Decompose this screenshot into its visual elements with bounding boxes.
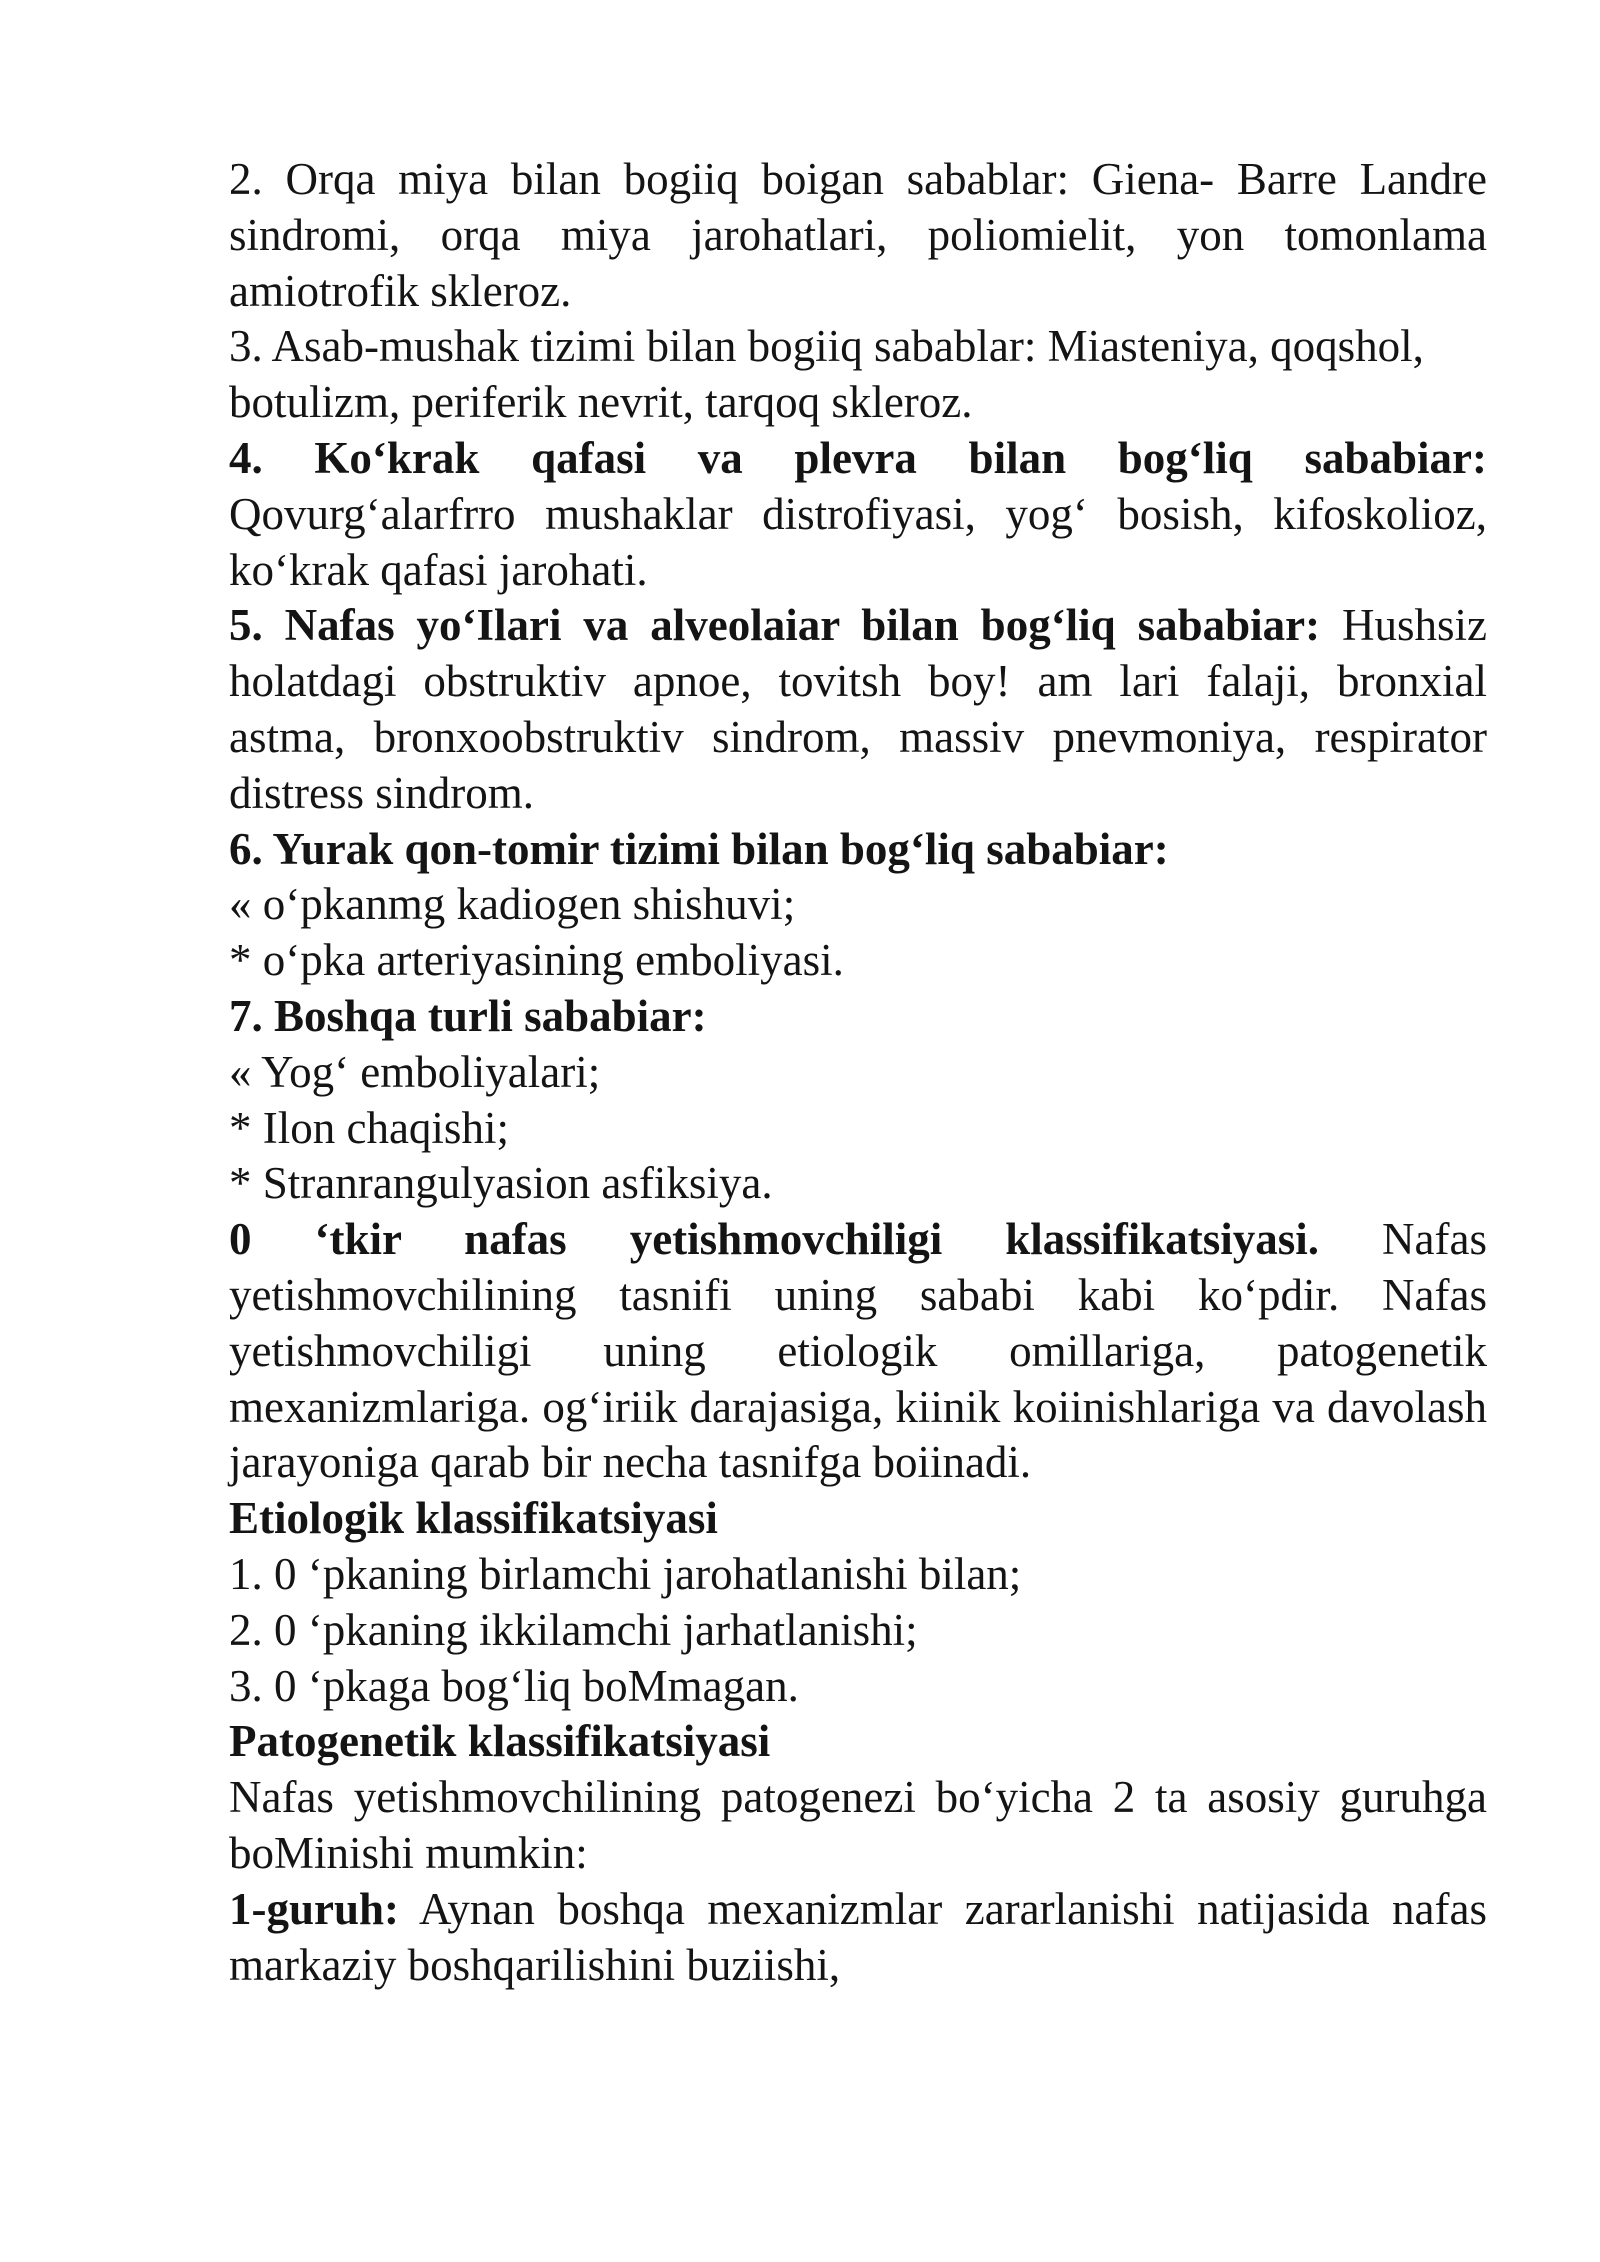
list-item: 1. 0 ‘pkaning birlamchi jarohatlanishi bilan;: [229, 1548, 1022, 1599]
list-item: « o‘pkanmg kadiogen shishuvi;: [229, 879, 796, 930]
paragraph-group-1: [229, 1882, 1487, 1994]
list-item: * o‘pka arteriyasining emboliyasi.: [229, 935, 844, 986]
cardio-causes-heading: 6. Yurak qon-tomir tizimi bilan bog‘liq sababiar:: [229, 823, 1169, 874]
paragraph-neuromuscular-causes: 3. Asab-mushak tizimi bilan bogiiq sabablar: Miasteniya, qoqshol,: [229, 321, 1424, 372]
airway-causes-heading: 5. Nafas yo‘Ilari va alveolaiar bilan bog‘liq sababiar:: [229, 600, 1321, 651]
list-item: * Stranrangulyasion asfiksiya.: [229, 1158, 773, 1209]
classification-text: Nafas yetishmovchilining tasnifi uning sababi kabi ko‘pdir. Nafas yetishmovchiligi uning etiologik omillariga, patogenetik mexanizmlariga. og‘iriik darajasiga, kiinik koiinishlariga va davolash jarayoniga qarab bir necha tasnifga boiinadi.: [229, 1214, 1487, 1488]
paragraph-pathogenetic: Nafas yetishmovchilining patogenezi bo‘yicha 2 ta asosiy guruhga boMinishi mumkin:: [229, 1772, 1487, 1878]
document-page: [229, 152, 1487, 1993]
paragraph-airway-causes: [229, 598, 1487, 821]
other-causes-heading: 7. Boshqa turli sababiar:: [229, 990, 707, 1041]
list-item: * Ilon chaqishi;: [229, 1102, 509, 1153]
chest-causes-text: Qovurg‘alarfrro mushaklar distrofiyasi, yog‘ bosish, kifoskolioz, ko‘krak qafasi jarohati.: [229, 488, 1487, 595]
chest-causes-heading: 4. Ko‘krak qafasi va plevra bilan bog‘liq sababiar:: [229, 432, 1487, 483]
pathogenetic-heading: Patogenetik klassifikatsiyasi: [229, 1716, 771, 1767]
paragraph-spinal-causes: 2. Orqa miya bilan bogiiq boigan sabablar: Giena- Barre Landre sindromi, orqa miya jarohatlari, poliomielit, yon tomonlama amiotrofik skleroz.: [229, 154, 1487, 316]
classification-heading: 0 ‘tkir nafas yetishmovchiligi klassifikatsiyasi.: [229, 1214, 1320, 1265]
list-item: 3. 0 ‘pkaga bog‘liq boMmagan.: [229, 1660, 799, 1711]
list-item: « Yog‘ emboliyalari;: [229, 1046, 601, 1097]
group-1-label: 1-guruh:: [229, 1883, 400, 1934]
group-1-text: Aynan boshqa mexanizmlar zararlanishi natijasida nafas markaziy boshqarilishini buziishi,: [229, 1883, 1487, 1990]
paragraph-chest-causes: [229, 431, 1487, 598]
list-item: 2. 0 ‘pkaning ikkilamchi jarhatlanishi;: [229, 1604, 918, 1655]
paragraph-neuromuscular-causes-cont: botulizm, periferik nevrit, tarqoq skleroz.: [229, 377, 973, 428]
etiologic-heading: Etiologik klassifikatsiyasi: [229, 1493, 718, 1544]
paragraph-classification: [229, 1212, 1487, 1491]
airway-causes-text: Hushsiz holatdagi obstruktiv apnoe, tovitsh boy! am lari falaji, bronxial astma, bronxoobstruktiv sindrom, massiv pnevmoniya, respirator distress sindrom.: [229, 600, 1487, 818]
